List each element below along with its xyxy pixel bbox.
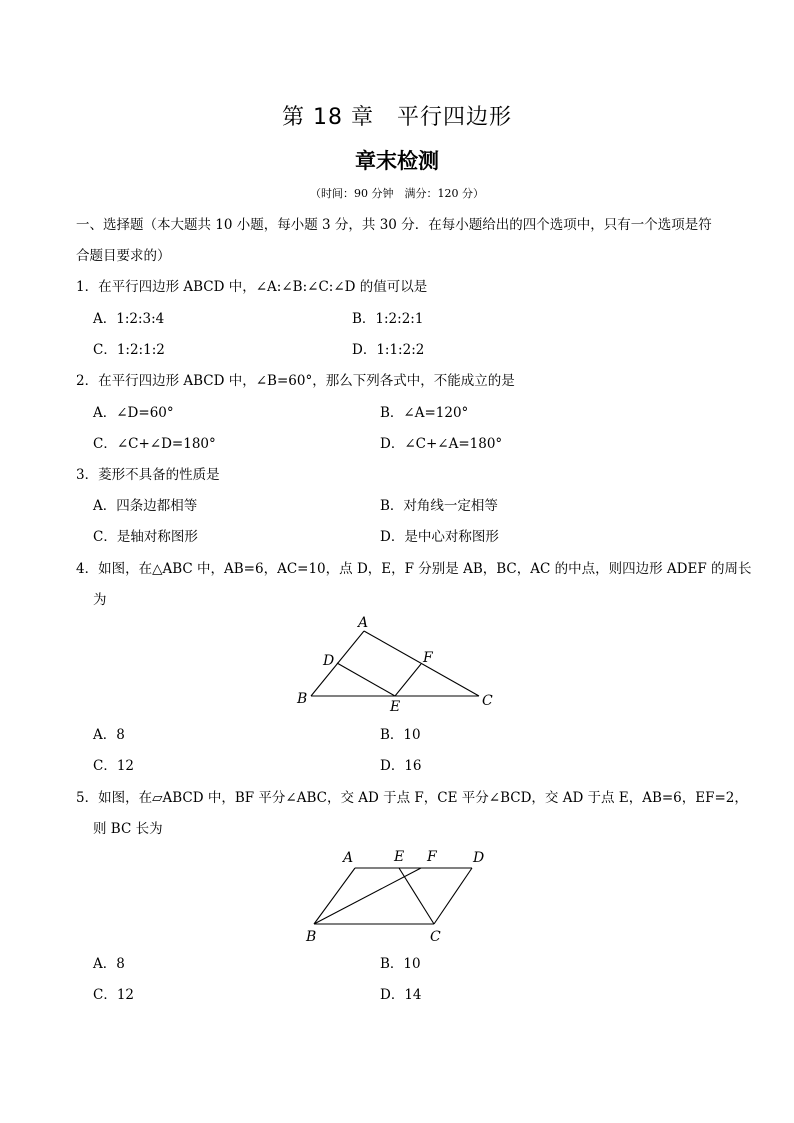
section-heading-line2: 合题目要求的）: [76, 248, 171, 264]
chapter-title: 第 18 章 平行四边形: [282, 105, 512, 130]
question-5-parallelogram-figure: [300, 845, 500, 945]
label-d: D: [323, 653, 335, 669]
segment-cd: [434, 868, 472, 924]
label-c: C: [430, 929, 441, 945]
question-2-stem: 2．在平行四边形 ABCD 中，∠B=60°，那么下列各式中，不能成立的是: [76, 373, 515, 389]
label-b: B: [297, 691, 308, 707]
label-a: A: [358, 615, 369, 631]
question-5-stem-line2: 则 BC 长为: [93, 821, 163, 837]
question-3-option-a[interactable]: A．四条边都相等: [93, 498, 198, 514]
question-1-option-c[interactable]: C．1:2:1:2: [93, 342, 165, 358]
question-5-option-c[interactable]: C．12: [93, 987, 135, 1003]
question-2-option-c[interactable]: C．∠C+∠D=180°: [93, 436, 216, 452]
question-2-option-b[interactable]: B．∠A=120°: [380, 405, 469, 421]
segment-ef: [395, 664, 421, 696]
segment-bf: [314, 868, 421, 924]
question-4-triangle-figure: [280, 615, 510, 715]
segment-ce: [399, 868, 434, 924]
question-2-option-d[interactable]: D．∠C+∠A=180°: [380, 436, 503, 452]
question-1-option-d[interactable]: D．1:1:2:2: [352, 342, 425, 358]
segment-de: [337, 663, 395, 696]
label-b: B: [306, 929, 317, 945]
segment-ab: [314, 868, 355, 924]
label-c: C: [482, 693, 493, 709]
question-3-option-b[interactable]: B．对角线一定相等: [380, 498, 498, 514]
question-3-option-c[interactable]: C．是轴对称图形: [93, 529, 198, 545]
label-d: D: [473, 850, 485, 866]
label-a: A: [343, 850, 354, 866]
exam-info: （时间：90 分钟 满分：120 分）: [310, 187, 484, 200]
question-1-stem: 1．在平行四边形 ABCD 中，∠A:∠B:∠C:∠D 的值可以是: [76, 279, 428, 295]
segment-ac: [364, 631, 479, 696]
question-5-option-b[interactable]: B．10: [380, 956, 421, 972]
label-e: E: [390, 699, 401, 715]
page-title: 章末检测: [355, 149, 439, 173]
question-4-option-a[interactable]: A．8: [93, 727, 125, 743]
question-3-option-d[interactable]: D．是中心对称图形: [380, 529, 499, 545]
question-5-option-a[interactable]: A．8: [93, 956, 125, 972]
question-4-stem-line2: 为: [93, 592, 107, 608]
question-3-stem: 3．菱形不具备的性质是: [76, 467, 220, 483]
question-4-option-c[interactable]: C．12: [93, 758, 135, 774]
section-heading-line1: 一、选择题（本大题共 10 小题，每小题 3 分，共 30 分．在每小题给出的四个选项中，只有一个选项是符: [76, 217, 712, 233]
question-5-option-d[interactable]: D．14: [380, 987, 422, 1003]
question-4-stem-line1: 4．如图，在△ABC 中，AB=6，AC=10，点 D，E，F 分别是 AB，BC，AC 的中点，则四边形 ADEF 的周长: [76, 561, 752, 577]
question-2-option-a[interactable]: A．∠D=60°: [93, 405, 174, 421]
label-e: E: [394, 849, 405, 865]
question-4-option-b[interactable]: B．10: [380, 727, 421, 743]
question-1-option-a[interactable]: A．1:2:3:4: [93, 311, 165, 327]
question-4-option-d[interactable]: D．16: [380, 758, 422, 774]
question-5-stem-line1: 5．如图，在▱ABCD 中，BF 平分∠ABC，交 AD 于点 F，CE 平分∠BCD，交 AD 于点 E，AB=6，EF=2，: [76, 790, 748, 806]
label-f: F: [423, 650, 433, 666]
label-f: F: [427, 849, 437, 865]
question-1-option-b[interactable]: B．1:2:2:1: [352, 311, 424, 327]
